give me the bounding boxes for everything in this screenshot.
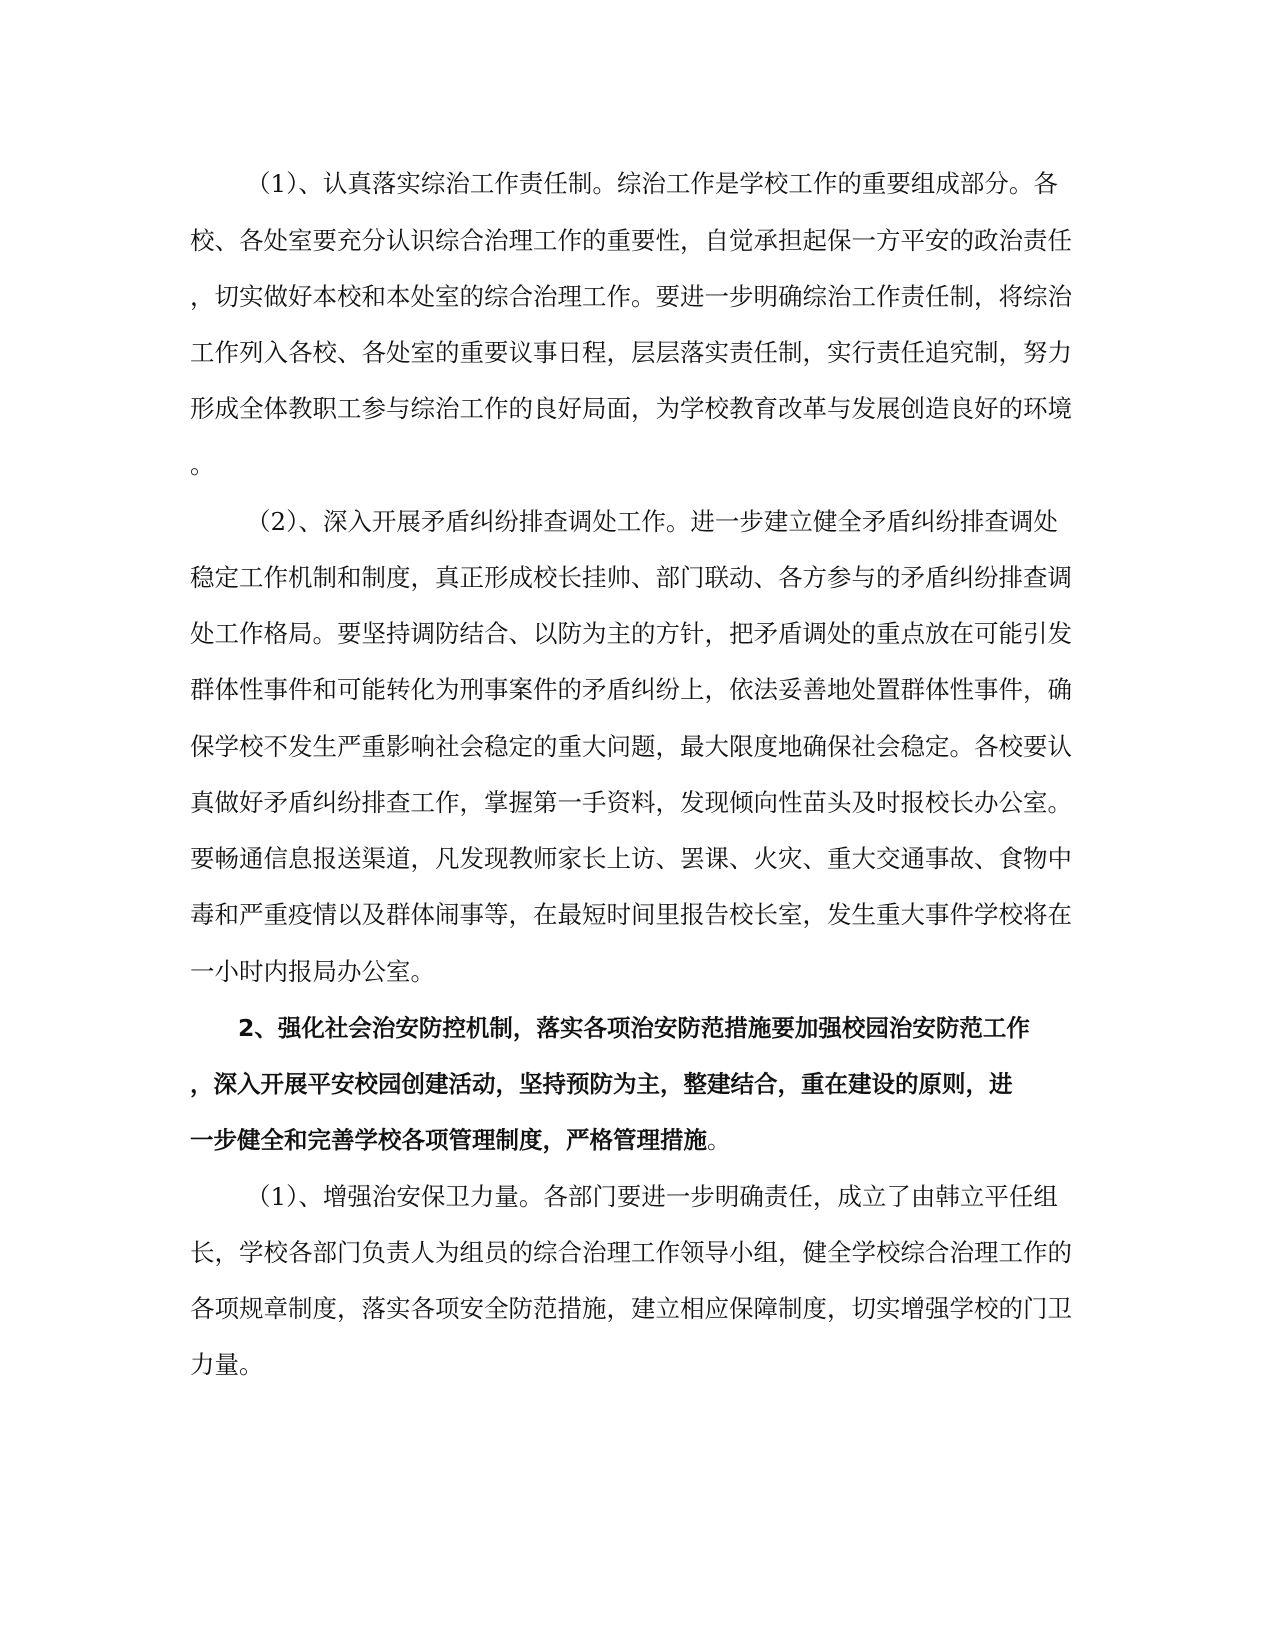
paragraph-1-line-3: ，切实做好本校和本处室的综合治理工作。要进一步明确综治工作责任制，将综治 bbox=[190, 282, 1072, 311]
paragraph-2-line-2: 稳定工作机制和制度，真正形成校长挂帅、部门联动、各方参与的矛盾纠纷排查调 bbox=[190, 563, 1072, 592]
paragraph-2-line-8: 毒和严重疫情以及群体闹事等，在最短时间里报告校长室，发生重大事件学校将在 bbox=[190, 900, 1072, 929]
paragraph-1-line-1: （1）、认真落实综治工作责任制。综治工作是学校工作的重要组成部分。各 bbox=[246, 169, 1058, 198]
paragraph-2-line-7: 要畅通信息报送渠道，凡发现教师家长上访、罢课、火灾、重大交通事故、食物中 bbox=[190, 844, 1072, 873]
paragraph-2-line-9: 一小时内报局办公室。 bbox=[190, 957, 435, 986]
paragraph-2-line-3: 处工作格局。要坚持调防结合、以防为主的方针，把矛盾调处的重点放在可能引发 bbox=[190, 619, 1072, 648]
paragraph-1-line-6: 。 bbox=[190, 450, 215, 479]
paragraph-2-line-1: （2）、深入开展矛盾纠纷排查调处工作。进一步建立健全矛盾纠纷排查调处 bbox=[246, 507, 1058, 536]
section-heading-line-2: ，深入开展平安校园创建活动，坚持预防为主，整建结合，重在建设的原则，进 bbox=[190, 1070, 1013, 1098]
paragraph-2-line-4: 群体性事件和可能转化为刑事案件的矛盾纠纷上，依法妥善地处置群体性事件，确 bbox=[190, 675, 1072, 704]
paragraph-2-line-6: 真做好矛盾纠纷排查工作，掌握第一手资料，发现倾向性苗头及时报校长办公室。 bbox=[190, 788, 1072, 817]
paragraph-2-line-5: 保学校不发生严重影响社会稳定的重大问题，最大限度地确保社会稳定。各校要认 bbox=[190, 732, 1072, 761]
section-heading-line-1: 2、强化社会治安防控机制，落实各项治安防范措施要加强校园治安防范工作 bbox=[238, 1014, 1030, 1042]
section-heading-line-3-text: 一步健全和完善学校各项管理制度，严格管理措施 bbox=[190, 1126, 707, 1154]
section-heading-end-mark: 。 bbox=[707, 1126, 731, 1154]
section-heading-line-3 bbox=[190, 1120, 1090, 1160]
paragraph-3-line-2: 长，学校各部门负责人为组员的综合治理工作领导小组，健全学校综合治理工作的 bbox=[190, 1238, 1072, 1267]
paragraph-1-line-4: 工作列入各校、各处室的重要议事日程，层层落实责任制，实行责任追究制，努力 bbox=[190, 338, 1072, 367]
paragraph-3-line-3: 各项规章制度，落实各项安全防范措施，建立相应保障制度，切实增强学校的门卫 bbox=[190, 1294, 1072, 1323]
paragraph-3-line-1: （1）、增强治安保卫力量。各部门要进一步明确责任，成立了由韩立平任组 bbox=[246, 1182, 1058, 1211]
paragraph-3-line-4: 力量。 bbox=[190, 1350, 264, 1379]
paragraph-1-line-5: 形成全体教职工参与综治工作的良好局面，为学校教育改革与发展创造良好的环境 bbox=[190, 394, 1072, 423]
paragraph-1-line-2: 校、各处室要充分认识综合治理工作的重要性，自觉承担起保一方平安的政治责任 bbox=[190, 226, 1072, 255]
